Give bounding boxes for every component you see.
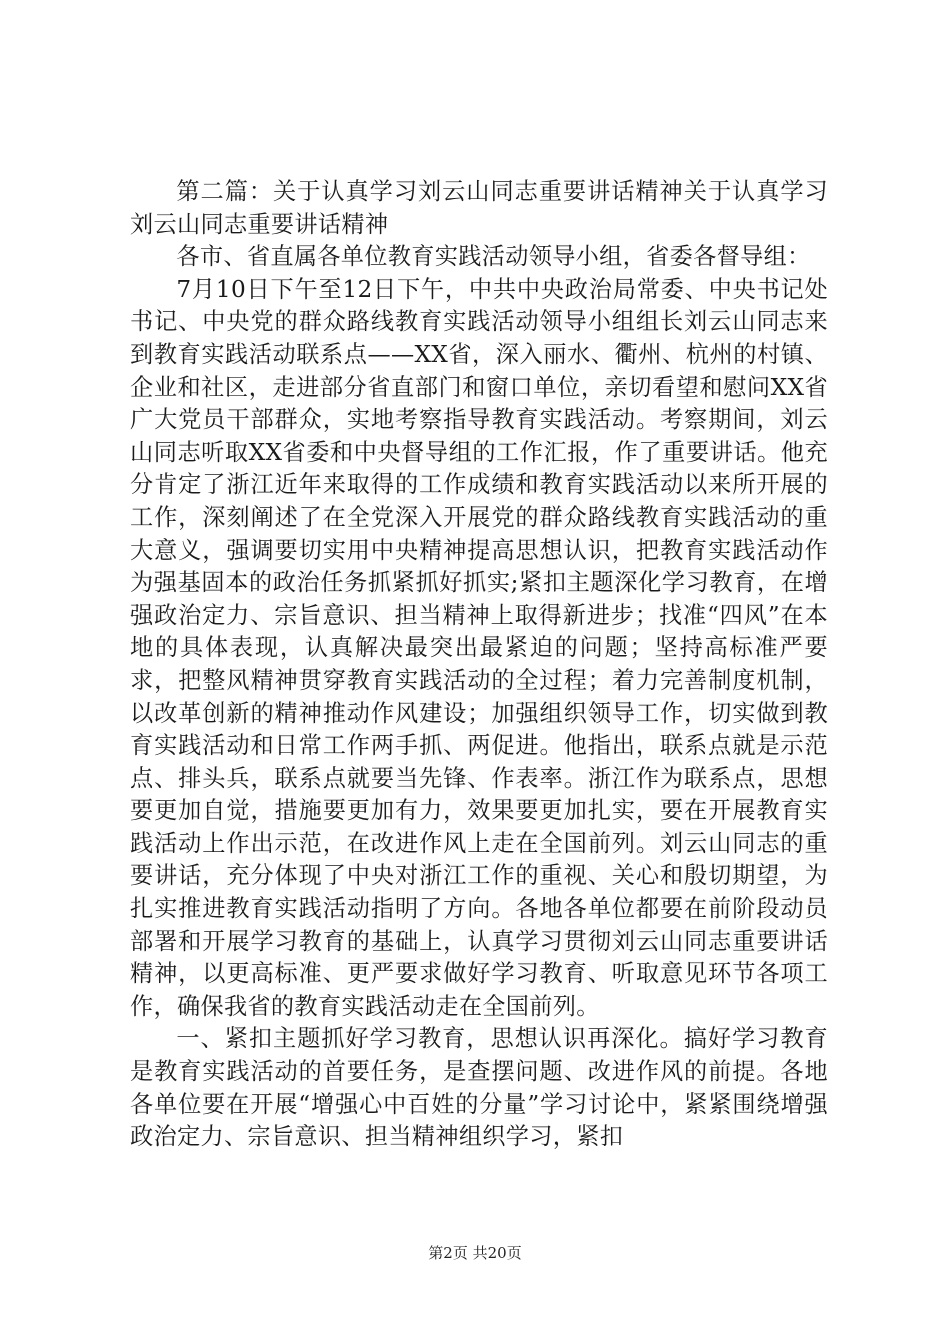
document-body	[130, 176, 828, 1154]
paragraph-salutation: 各市、省直属各单位教育实践活动领导小组，省委各督导组：	[176, 243, 811, 271]
page-number-footer: 第2页 共20页	[428, 1244, 522, 1262]
paragraph-main: 7月10日下午至12日下午，中共中央政治局常委、中央书记处书记、中央党的群众路线教育实践活动领导小组组长刘云山同志来到教育实践活动联系点——XX省，深入丽水、衢州、杭州的村镇、企业和社区，走进部分省直部门和窗口单位，亲切看望和慰问XX省广大党员干部群众，实地考察指导教育实践活动。考察期间，刘云山同志听取XX省委和中央督导组的工作汇报，作了重要讲话。他充分肯定了浙江近年来取得的工作成绩和教育实践活动以来所开展的工作，深刻阐述了在全党深入开展党的群众路线教育实践活动的重大意义，强调要切实用中央精神提高思想认识，把教育实践活动作为强基固本的政治任务抓紧抓好抓实;紧扣主题深化学习教育，在增强政治定力、宗旨意识、担当精神上取得新进步；找准“四风”在本地的具体表现，认真解决最突出最紧迫的问题；坚持高标准严要求，把整风精神贯穿教育实践活动的全过程；着力完善制度机制，以改革创新的精神推动作风建设；加强组织领导工作，切实做到教育实践活动和日常工作两手抓、两促进。他指出，联系点就是示范点、排头兵，联系点就要当先锋、作表率。浙江作为联系点，思想要更加自觉，措施要更加有力，效果要更加扎实，要在开展教育实践活动上作出示范，在改进作风上走在全国前列。刘云山同志的重要讲话，充分体现了中央对浙江工作的重视、关心和殷切期望，为扎实推进教育实践活动指明了方向。各地各单位都要在前阶段动员部署和开展学习教育的基础上，认真学习贯彻刘云山同志重要讲话精神，以更高标准、更严要求做好学习教育、听取意见环节各项工作，确保我省的教育实践活动走在全国前列。	[130, 275, 828, 1020]
paragraph-section-one: 一、紧扣主题抓好学习教育，思想认识再深化。搞好学习教育是教育实践活动的首要任务，是查摆问题、改进作风的前提。各地各单位要在开展“增强心中百姓的分量”学习讨论中，紧紧围绕增强政治定力、宗旨意识、担当精神组织学习，紧扣	[130, 1025, 828, 1151]
paragraph-title: 第二篇：关于认真学习刘云山同志重要讲话精神关于认真学习刘云山同志重要讲话精神	[130, 178, 828, 238]
